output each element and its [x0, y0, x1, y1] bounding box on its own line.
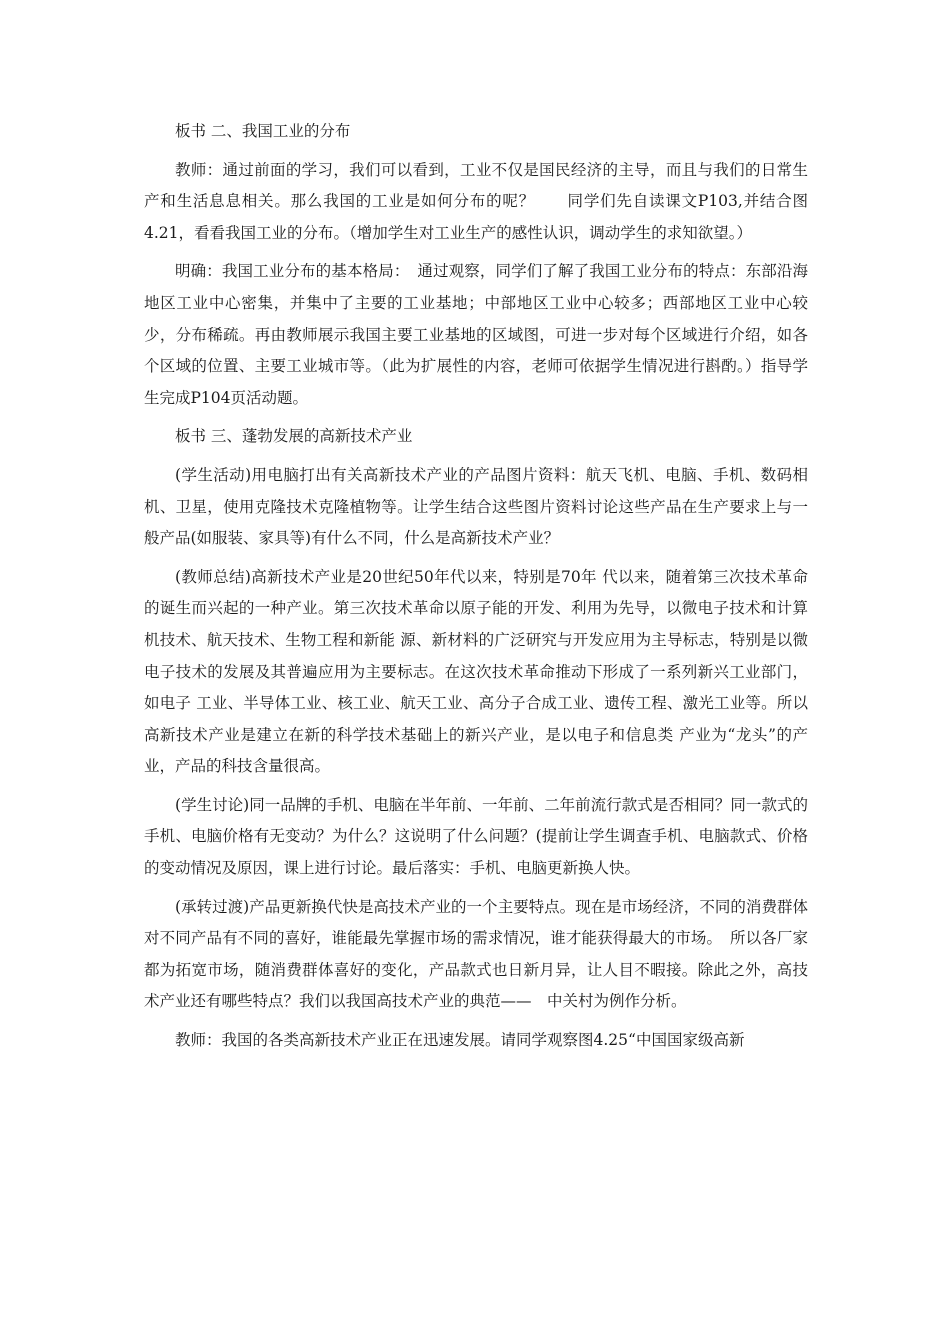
paragraph-student-discussion: (学生讨论)同一品牌的手机、电脑在半年前、一年前、二年前流行款式是否相同？同一款式的手机、电脑价格有无变动？为什么？这说明了什么问题？(提前让学生调查手机、电脑款式、价格的变动情况及原因，课上进行讨论。最后落实：手机、电脑更新换人快。: [144, 795, 808, 878]
paragraph-teacher-observe: 教师：我国的各类高新技术产业正在迅速发展。请同学观察图4.25“中国国家级高新: [175, 1031, 745, 1050]
paragraph-student-activity: (学生活动)用电脑打出有关高新技术产业的产品图片资料：航天飞机、电脑、手机、数码相机、卫星，使用克隆技术克隆植物等。让学生结合这些图片资料讨论这些产品在生产要求上与一般产品(如服装、家具等)有什么不同，什么是高新技术产业？: [144, 465, 808, 548]
paragraph-transition: (承转过渡)产品更新换代快是高技术产业的一个主要特点。现在是市场经济，不同的消费群体对不同产品有不同的喜好，谁能最先掌握市场的需求情况，谁才能获得最大的市场。 所以各厂家都为拓宽市场，随消费群体喜好的变化，产品款式也日新月异，让人目不暇接。除此之外，高技术产业还有哪些特点？我们以我国高技术产业的典范—— 中关村为例作分析。: [144, 897, 808, 1011]
heading-industry-distribution: 板书 二、我国工业的分布: [175, 122, 351, 140]
paragraph-teacher-intro: 教师：通过前面的学习，我们可以看到，工业不仅是国民经济的主导，而且与我们的日常生产和生活息息相关。那么我国的工业是如何分布的呢？ 同学们先自读课文P103,并结合图4.21，看看我国工业的分布。（增加学生对工业生产的感性认识，调动学生的求知欲望。）: [144, 160, 808, 242]
heading-high-tech-industry: 板书 三、蓬勃发展的高新技术产业: [175, 427, 413, 446]
document-body: [144, 116, 808, 1064]
paragraph-distribution-pattern: 明确：我国工业分布的基本格局： 通过观察，同学们了解了我国工业分布的特点：东部沿海地区工业中心密集，并集中了主要的工业基地；中部地区工业中心较多；西部地区工业中心较少，分布稀疏。再由教师展示我国主要工业基地的区域图，可进一步对每个区域进行介绍，如各个区域的位置、主要工业城市等。（此为扩展性的内容，老师可依据学生情况进行斟酌。）指导学生完成P104页活动题。: [144, 262, 808, 407]
paragraph-teacher-summary: (教师总结)高新技术产业是20世纪50年代以来，特别是70年 代以来，随着第三次技术革命的诞生而兴起的一种产业。第三次技术革命以原子能的开发、利用为先导，以微电子技术和计算机技术、航天技术、生物工程和新能 源、新材料的广泛研究与开发应用为主导标志，特别是以微电子技术的发展及其普遍应用为主要标志。在这次技术革命推动下形成了一系列新兴工业部门，如电子 工业、半导体工业、核工业、航天工业、高分子合成工业、遗传工程、激光工业等。所以高新技术产业是建立在新的科学技术基础上的新兴产业，是以电子和信息类 产业为“龙头”的产业，产品的科技含量很高。: [144, 567, 808, 776]
